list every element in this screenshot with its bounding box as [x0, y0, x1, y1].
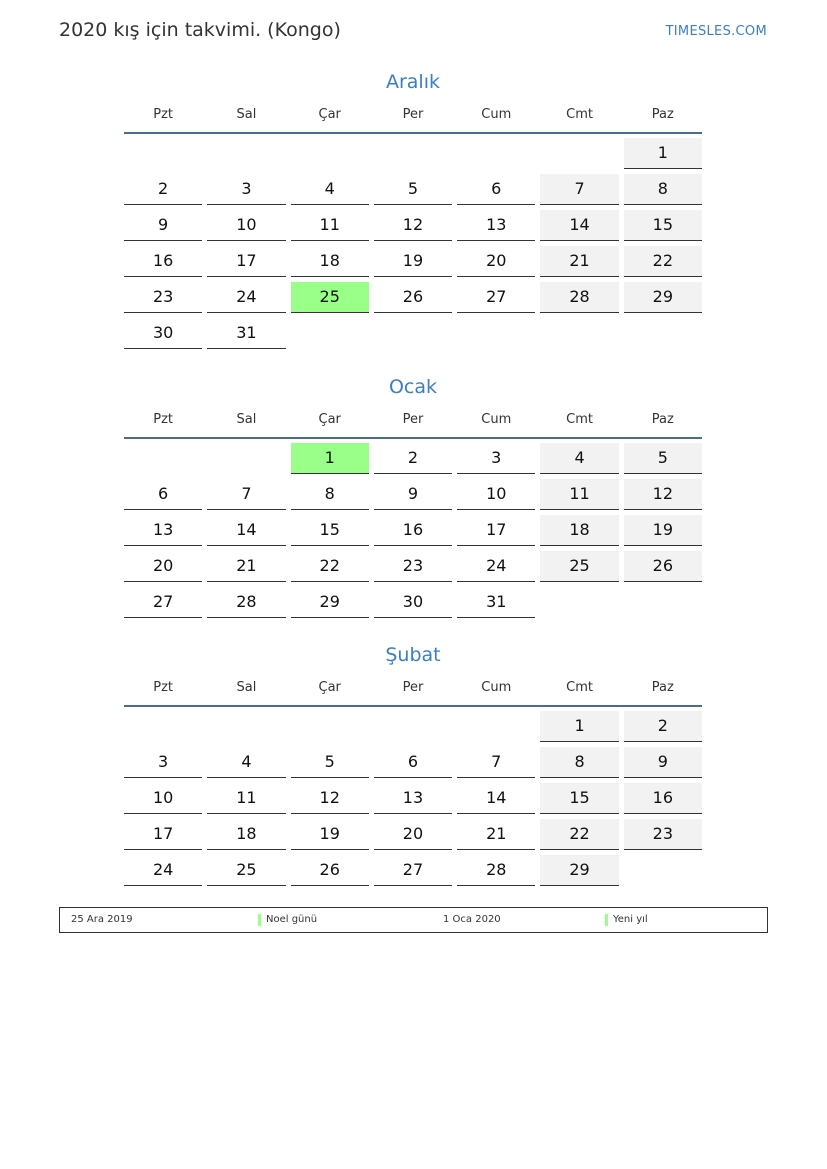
day-cell: 7 — [457, 747, 535, 778]
day-cell: 21 — [457, 819, 535, 850]
holiday-day-cell: 25 — [291, 282, 369, 313]
weekday-label: Sal — [236, 107, 257, 122]
day-cell: 18 — [291, 246, 369, 277]
weekday-label: Paz — [651, 107, 674, 122]
month-name: Aralık — [385, 71, 440, 93]
day-cell: 21 — [540, 246, 618, 277]
day-cell: 16 — [124, 246, 202, 277]
day-cell: 3 — [207, 174, 285, 205]
day-cell: 22 — [540, 819, 618, 850]
day-cell: 4 — [207, 747, 285, 778]
week-row — [124, 855, 702, 886]
weekday-label: Çar — [318, 412, 341, 427]
day-cell: 2 — [374, 443, 452, 474]
day-cell: 2 — [624, 711, 702, 742]
week-row — [124, 282, 702, 313]
week-row — [124, 210, 702, 241]
empty-day-cell — [540, 318, 618, 348]
day-cell: 6 — [457, 174, 535, 205]
day-cell: 4 — [291, 174, 369, 205]
week-row — [124, 747, 702, 778]
weekday-header — [124, 106, 702, 124]
empty-day-cell — [540, 138, 618, 168]
legend-date: 25 Ara 2019 — [71, 914, 133, 925]
weekday-label: Cmt — [566, 107, 593, 122]
empty-day-cell — [374, 318, 452, 348]
day-cell: 30 — [124, 318, 202, 349]
day-cell: 12 — [374, 210, 452, 241]
week-row — [124, 819, 702, 850]
day-cell: 11 — [540, 479, 618, 510]
empty-day-cell — [624, 855, 702, 885]
empty-day-cell — [540, 587, 618, 617]
empty-day-cell — [207, 443, 285, 473]
weekday-label: Çar — [318, 107, 341, 122]
day-cell: 28 — [457, 855, 535, 886]
day-cell: 11 — [291, 210, 369, 241]
weekday-header — [124, 679, 702, 697]
weekday-label: Sal — [236, 412, 257, 427]
day-cell: 19 — [374, 246, 452, 277]
weekday-label: Pzt — [153, 412, 174, 427]
week-row — [124, 318, 702, 349]
month-name: Şubat — [385, 644, 441, 666]
day-cell: 8 — [540, 747, 618, 778]
empty-day-cell — [457, 318, 535, 348]
week-row — [124, 551, 702, 582]
day-cell: 26 — [374, 282, 452, 313]
header-divider — [124, 705, 702, 707]
day-cell: 23 — [374, 551, 452, 582]
weekday-label: Per — [402, 680, 424, 695]
weekday-label: Sal — [236, 680, 257, 695]
day-cell: 7 — [207, 479, 285, 510]
weekday-label: Pzt — [153, 680, 174, 695]
day-cell: 13 — [124, 515, 202, 546]
day-cell: 16 — [374, 515, 452, 546]
day-cell: 24 — [124, 855, 202, 886]
empty-day-cell — [291, 318, 369, 348]
day-cell: 15 — [540, 783, 618, 814]
day-cell: 6 — [374, 747, 452, 778]
day-cell: 18 — [207, 819, 285, 850]
day-cell: 14 — [540, 210, 618, 241]
day-cell: 17 — [207, 246, 285, 277]
day-cell: 25 — [207, 855, 285, 886]
weekday-label: Paz — [651, 680, 674, 695]
page-title: 2020 kış için takvimi. (Kongo) — [59, 19, 341, 41]
day-cell: 27 — [457, 282, 535, 313]
empty-day-cell — [124, 711, 202, 741]
weekday-label: Cum — [481, 412, 512, 427]
day-cell: 22 — [291, 551, 369, 582]
day-cell: 31 — [457, 587, 535, 618]
week-row — [124, 515, 702, 546]
holiday-color-marker — [258, 914, 261, 926]
site-link[interactable]: TIMESLES.COM — [665, 24, 767, 39]
header-divider — [124, 437, 702, 439]
day-cell: 1 — [624, 138, 702, 169]
day-cell: 25 — [540, 551, 618, 582]
day-cell: 15 — [624, 210, 702, 241]
weekday-label: Per — [402, 107, 424, 122]
day-cell: 18 — [540, 515, 618, 546]
day-cell: 9 — [124, 210, 202, 241]
day-cell: 30 — [374, 587, 452, 618]
weekday-label: Cum — [481, 680, 512, 695]
day-cell: 4 — [540, 443, 618, 474]
day-cell: 26 — [291, 855, 369, 886]
holiday-color-marker — [605, 914, 608, 926]
day-cell: 11 — [207, 783, 285, 814]
day-cell: 22 — [624, 246, 702, 277]
day-cell: 29 — [624, 282, 702, 313]
empty-day-cell — [291, 711, 369, 741]
weekday-label: Paz — [651, 412, 674, 427]
day-cell: 17 — [124, 819, 202, 850]
day-cell: 10 — [207, 210, 285, 241]
day-cell: 8 — [291, 479, 369, 510]
week-row — [124, 138, 702, 169]
day-cell: 24 — [207, 282, 285, 313]
empty-day-cell — [124, 138, 202, 168]
weekday-label: Per — [402, 412, 424, 427]
weekday-label: Cmt — [566, 680, 593, 695]
legend-date: 1 Oca 2020 — [443, 914, 501, 925]
day-cell: 24 — [457, 551, 535, 582]
empty-day-cell — [124, 443, 202, 473]
empty-day-cell — [374, 138, 452, 168]
day-cell: 20 — [374, 819, 452, 850]
day-cell: 15 — [291, 515, 369, 546]
day-cell: 12 — [624, 479, 702, 510]
day-cell: 19 — [624, 515, 702, 546]
day-cell: 14 — [207, 515, 285, 546]
day-cell: 9 — [624, 747, 702, 778]
month-block — [124, 642, 702, 891]
empty-day-cell — [624, 587, 702, 617]
day-cell: 3 — [124, 747, 202, 778]
day-cell: 20 — [124, 551, 202, 582]
week-row — [124, 479, 702, 510]
week-row — [124, 174, 702, 205]
day-cell: 8 — [624, 174, 702, 205]
day-cell: 29 — [291, 587, 369, 618]
month-block — [124, 69, 702, 354]
day-cell: 10 — [457, 479, 535, 510]
weekday-header — [124, 411, 702, 429]
empty-day-cell — [624, 318, 702, 348]
day-cell: 17 — [457, 515, 535, 546]
day-cell: 1 — [540, 711, 618, 742]
day-cell: 9 — [374, 479, 452, 510]
legend-holiday-name: Noel günü — [266, 914, 318, 925]
day-cell: 6 — [124, 479, 202, 510]
day-cell: 13 — [457, 210, 535, 241]
empty-day-cell — [291, 138, 369, 168]
day-cell: 28 — [207, 587, 285, 618]
day-cell: 5 — [624, 443, 702, 474]
weekday-label: Çar — [318, 680, 341, 695]
day-cell: 31 — [207, 318, 285, 349]
weekday-label: Cum — [481, 107, 512, 122]
empty-day-cell — [207, 711, 285, 741]
day-cell: 26 — [624, 551, 702, 582]
empty-day-cell — [207, 138, 285, 168]
day-cell: 27 — [124, 587, 202, 618]
day-cell: 23 — [624, 819, 702, 850]
day-cell: 21 — [207, 551, 285, 582]
day-cell: 27 — [374, 855, 452, 886]
week-row — [124, 783, 702, 814]
day-cell: 16 — [624, 783, 702, 814]
empty-day-cell — [374, 711, 452, 741]
day-cell: 5 — [291, 747, 369, 778]
day-cell: 29 — [540, 855, 618, 886]
day-cell: 28 — [540, 282, 618, 313]
day-cell: 12 — [291, 783, 369, 814]
holiday-day-cell: 1 — [291, 443, 369, 474]
weekday-label: Cmt — [566, 412, 593, 427]
day-cell: 2 — [124, 174, 202, 205]
day-cell: 19 — [291, 819, 369, 850]
day-cell: 3 — [457, 443, 535, 474]
empty-day-cell — [457, 711, 535, 741]
header-divider — [124, 132, 702, 134]
week-row — [124, 246, 702, 277]
week-row — [124, 443, 702, 474]
day-cell: 5 — [374, 174, 452, 205]
day-cell: 14 — [457, 783, 535, 814]
month-block — [124, 374, 702, 623]
empty-day-cell — [457, 138, 535, 168]
week-row — [124, 587, 702, 618]
month-name: Ocak — [388, 376, 438, 398]
holiday-legend — [59, 907, 768, 933]
day-cell: 13 — [374, 783, 452, 814]
day-cell: 7 — [540, 174, 618, 205]
week-row — [124, 711, 702, 742]
legend-holiday-name: Yeni yıl — [613, 914, 648, 925]
day-cell: 20 — [457, 246, 535, 277]
day-cell: 10 — [124, 783, 202, 814]
weekday-label: Pzt — [153, 107, 174, 122]
day-cell: 23 — [124, 282, 202, 313]
